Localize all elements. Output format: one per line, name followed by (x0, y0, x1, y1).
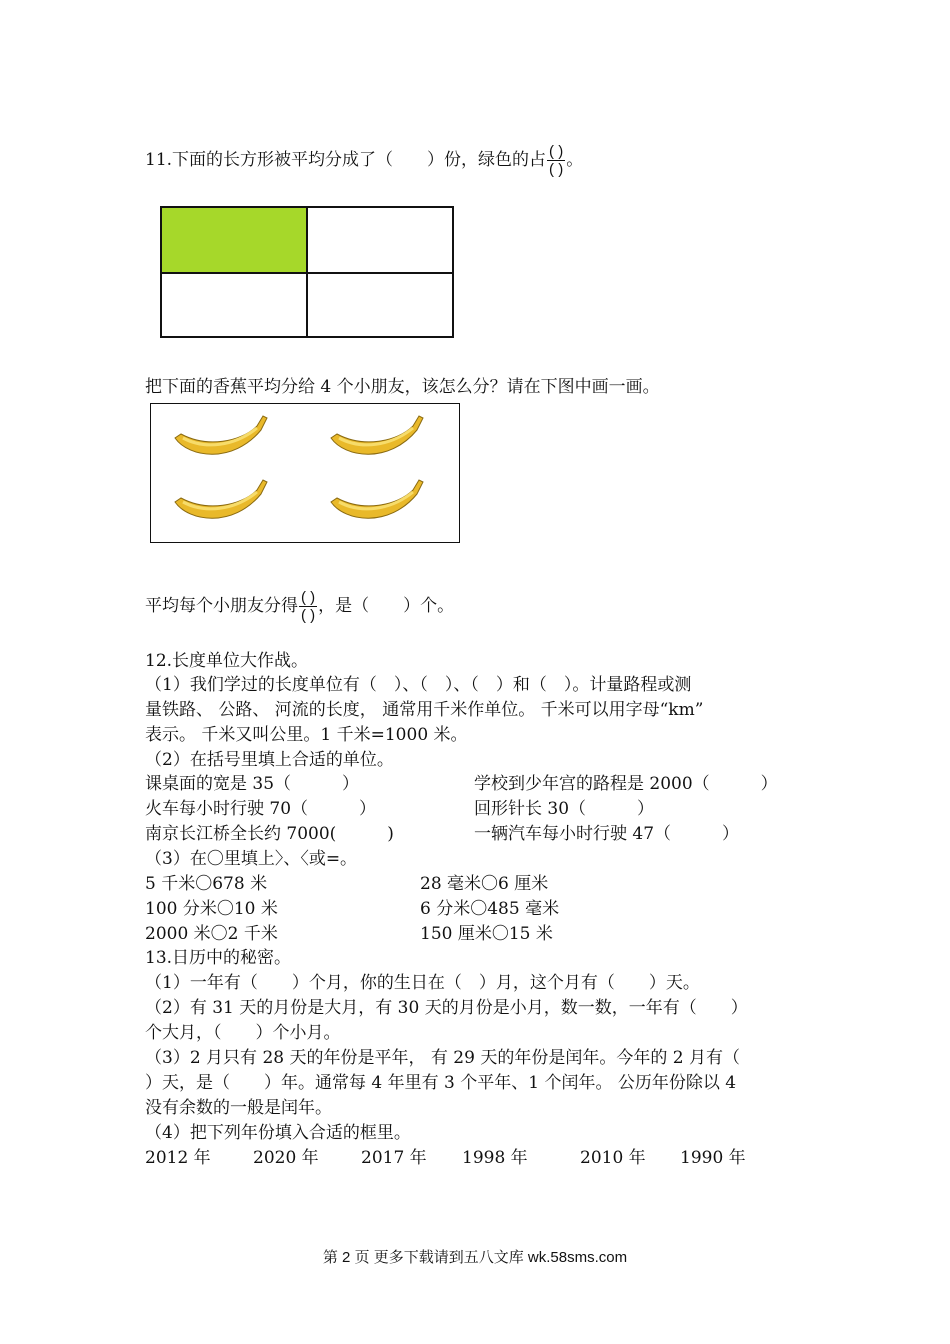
unit-item: 课桌面的宽是 35（ ） (145, 774, 360, 794)
q11-fraction-numerator: ( ) (549, 143, 564, 160)
compare-item: 150 厘米〇15 米 (420, 924, 553, 944)
year-item: 2012 年 (145, 1148, 211, 1168)
q12-part-2-title: （2）在括号里填上合适的单位。 (145, 750, 394, 770)
banana-icon (327, 478, 427, 533)
q11-question (145, 143, 583, 178)
compare-item: 5 千米〇678 米 (145, 874, 268, 894)
compare-item: 6 分米〇485 毫米 (420, 899, 560, 919)
q13-part-1: （1）一年有（ ）个月，你的生日在（ ）月，这个月有（ ）天。 (145, 973, 700, 993)
q12-title: 12.长度单位大作战。 (145, 651, 309, 671)
year-item: 1998 年 (462, 1148, 528, 1168)
q12-paragraph-1: 表示。 千米又叫公里。1 千米=1000 米。 (145, 725, 468, 745)
year-item: 2017 年 (361, 1148, 427, 1168)
banana-answer-text: 平均每个小朋友分得 (145, 596, 298, 616)
q13-part-3: 没有余数的一般是闰年。 (145, 1098, 332, 1118)
page-footer: 第 2 页 更多下载请到五八文库 wk.58sms.com (322, 1249, 628, 1266)
q11-fraction (547, 143, 565, 178)
compare-item: 100 分米〇10 米 (145, 899, 278, 919)
banana-icon (171, 414, 271, 469)
unit-item: 一辆汽车每小时行驶 47（ ） (474, 824, 740, 844)
unit-item: 南京长江桥全长约 7000( ) (145, 824, 394, 844)
year-item: 1990 年 (680, 1148, 746, 1168)
green-cell (162, 208, 308, 274)
q11-text: 11.下面的长方形被平均分成了（ ）份，绿色的占 (145, 150, 547, 170)
banana-box (150, 403, 460, 543)
q12-part-3-title: （3）在〇里填上〉、〈或=。 (145, 849, 358, 869)
q13-title: 13.日历中的秘密。 (145, 948, 292, 968)
q13-part-2: 个大月，（ ）个小月。 (145, 1023, 341, 1043)
banana-instruction: 把下面的香蕉平均分给 4 个小朋友，该怎么分？请在下图中画一画。 (145, 377, 660, 397)
year-item: 2020 年 (253, 1148, 319, 1168)
divided-rectangle (160, 206, 454, 338)
white-cell (308, 208, 452, 274)
compare-item: 2000 米〇2 千米 (145, 924, 278, 944)
year-item: 2010 年 (580, 1148, 646, 1168)
banana-fraction-denominator: ( ) (301, 607, 316, 624)
unit-item: 火车每小时行驶 70（ ） (145, 799, 377, 819)
q11-fraction-denominator: ( ) (549, 161, 564, 178)
q13-part-2: （2）有 31 天的月份是大月，有 30 天的月份是小月，数一数，一年有（ ） (145, 998, 748, 1018)
q11-end-mark: 。 (566, 150, 584, 170)
q13-part-3: （3）2 月只有 28 天的年份是平年， 有 29 天的年份是闰年。今年的 2 月有（ (145, 1048, 740, 1068)
white-cell (162, 274, 308, 336)
banana-icon (171, 478, 271, 533)
white-cell (308, 274, 452, 336)
banana-icon (327, 414, 427, 469)
q12-paragraph-1: （1）我们学过的长度单位有（ ）、（ ）、（ ）和（ ）。计量路程或测 (145, 675, 692, 695)
unit-item: 学校到少年宫的路程是 2000（ ） (474, 774, 778, 794)
banana-fraction-numerator: ( ) (301, 589, 316, 606)
q13-part-4: （4）把下列年份填入合适的框里。 (145, 1123, 411, 1143)
q12-paragraph-1: 量铁路、 公路、 河流的长度， 通常用千米作单位。 千米可以用字母“km” (145, 700, 704, 720)
q13-part-3: ）天，是（ ）年。通常每 4 年里有 3 个平年、1 个闰年。 公历年份除以 4 (145, 1073, 737, 1093)
unit-item: 回形针长 30（ ） (474, 799, 655, 819)
banana-answer-line (145, 589, 454, 624)
compare-item: 28 毫米〇6 厘米 (420, 874, 549, 894)
banana-answer-tail: ，是（ ）个。 (318, 596, 455, 616)
banana-fraction (299, 589, 317, 624)
